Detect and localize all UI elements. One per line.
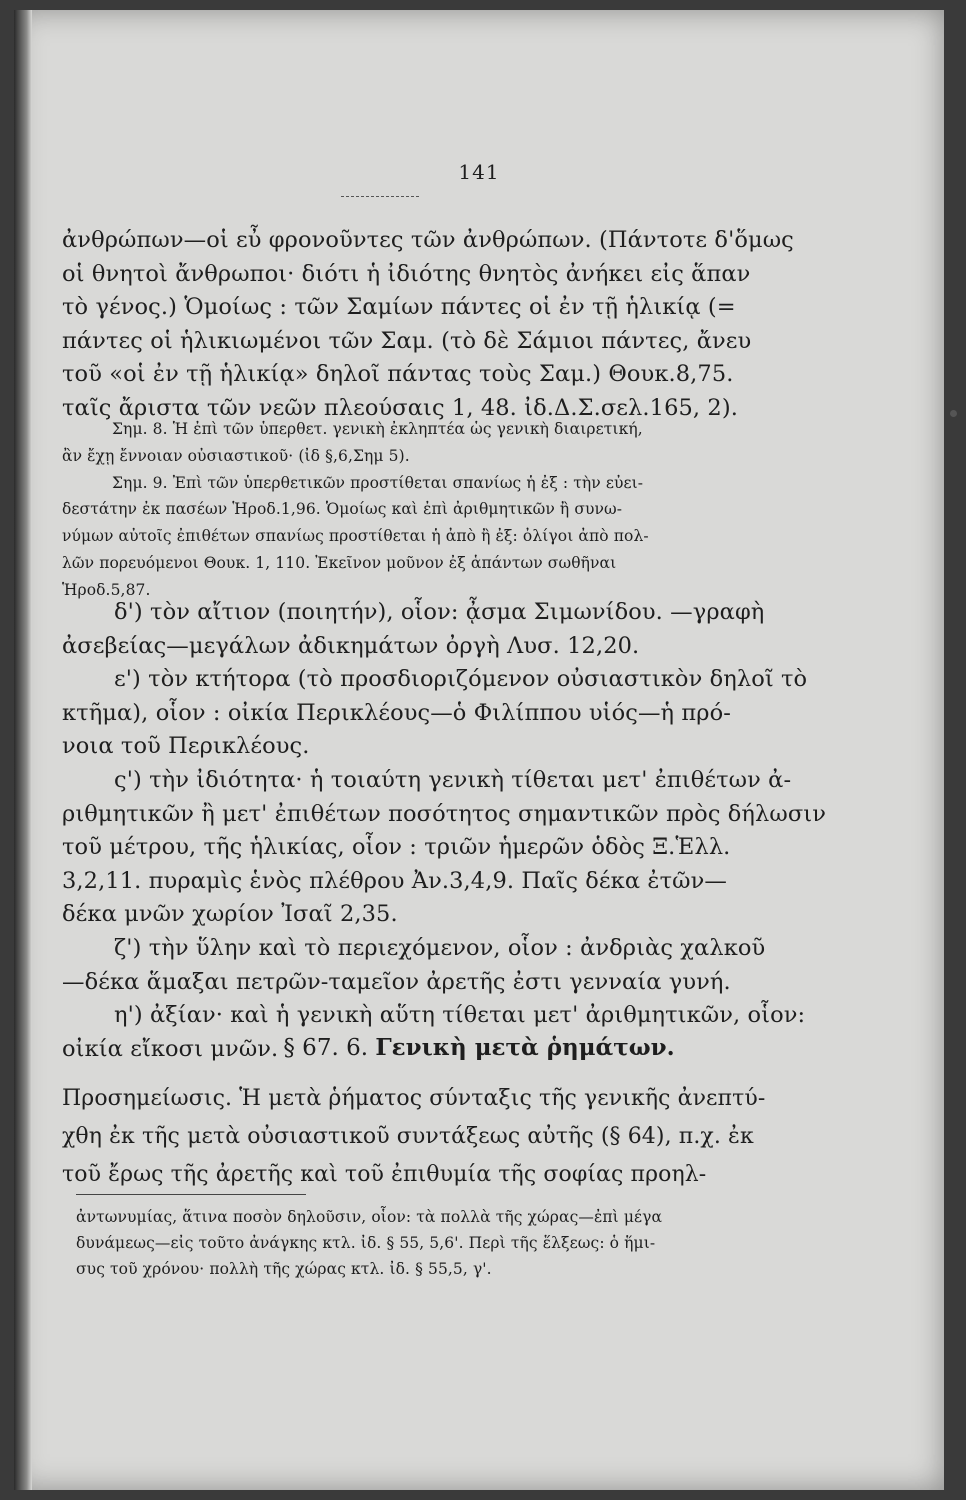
- text-line: Προσημείωσις. Ἡ μετὰ ῥήματος σύνταξις τῆς γενικῆς ἀνεπτύ-: [62, 1086, 766, 1111]
- text-line: κτῆμα), οἷον : οἰκία Περικλέους—ὁ Φιλίππου υἱός—ἡ πρό-: [62, 699, 731, 726]
- text-line: τοῦ μέτρου, τῆς ἡλικίας, οἷον : τριῶν ἡμερῶν ὁδὸς Ξ.Ἑλλ.: [62, 834, 731, 861]
- text-line: ριθμητικῶν ἢ μετ' ἐπιθέτων ποσότητος σημαντικῶν πρὸς δήλωσιν: [62, 800, 826, 827]
- text-line: ταῖς ἄριστα τῶν νεῶν πλεούσαις 1, 48. ἰδ.Δ.Σ.σελ.165, 2).: [62, 394, 738, 421]
- text-line: —δέκα ἅμαξαι πετρῶν-ταμεῖον ἀρετῆς ἐστι γενναία γυνή.: [62, 968, 731, 995]
- text-line: τοῦ «οἱ ἐν τῇ ἡλικίᾳ» δηλοῖ πάντας τοὺς Σαμ.) Θουκ.8,75.: [62, 361, 734, 388]
- main-text-block-1: [62, 224, 926, 426]
- footnote-line: συς τοῦ χρόνου· πολλὴ τῆς χώρας κτλ. ἰδ. § 55,5, γ'.: [76, 1260, 492, 1278]
- page-number: 141: [458, 160, 500, 184]
- text-line: νοια τοῦ Περικλέους.: [62, 733, 310, 760]
- note-line: Ἡροδ.5,87.: [62, 580, 151, 599]
- section-title: Γενικὴ μετὰ ῥημάτων.: [375, 1034, 675, 1061]
- note-line: ἂν ἔχῃ ἔννοιαν οὐσιαστικοῦ· (ἰδ §,6,Σημ 5).: [62, 446, 410, 465]
- text-line: τὸ γένος.) Ὁμοίως : τῶν Σαμίων πάντες οἱ ἐν τῇ ἡλικίᾳ (=: [62, 294, 736, 321]
- note-line: Σημ. 9. Ἐπὶ τῶν ὑπερθετικῶν προστίθεται σπανίως ἡ ἐξ : τὴν εὐει-: [112, 473, 644, 492]
- text-line: οἰκία εἴκοσι μνῶν.: [62, 1035, 279, 1062]
- section-heading: [14, 1034, 944, 1061]
- text-line: 3,2,11. πυραμὶς ἑνὸς πλέθρου Ἀν.3,4,9. Παῖς δέκα ἐτῶν—: [62, 867, 727, 894]
- text-line: δέκα μνῶν χωρίον Ἰσαῖ 2,35.: [62, 901, 398, 928]
- main-text-block-2: [62, 596, 926, 1066]
- text-line: ς') τὴν ἰδιότητα· ἡ τοιαύτη γενικὴ τίθεται μετ' ἐπιθέτων ἀ-: [114, 766, 792, 793]
- notes-block: [62, 416, 926, 604]
- footnote-block: [76, 1204, 926, 1282]
- section-number: § 67. 6.: [283, 1035, 369, 1061]
- text-line: ἀνθρώπων—οἱ εὖ φρονοῦντες τῶν ἀνθρώπων. (Πάντοτε δ'ὅμως: [62, 227, 794, 253]
- text-line: ε') τὸν κτήτορα (τὸ προσδιοριζόμενον οὐσιαστικὸν δηλοῖ τὸ: [114, 666, 808, 693]
- text-line: ἀσεβείας—μεγάλων ἀδικημάτων ὀργὴ Λυσ. 12,20.: [62, 632, 640, 659]
- book-page: [14, 10, 944, 1490]
- text-line: η') ἀξίαν· καὶ ἡ γενικὴ αὕτη τίθεται μετ' ἀριθμητικῶν, οἷον:: [114, 1002, 806, 1029]
- text-line: δ') τὸν αἴτιον (ποιητήν), οἷον: ᾆσμα Σιμωνίδου. —γραφὴ: [114, 599, 765, 625]
- binding-gutter: [14, 10, 32, 1490]
- footnote-line: δυνάμεως—εἰς τοῦτο ἀνάγκης κτλ. ἰδ. § 55, 5,6'. Περὶ τῆς ἕλξεως: ὁ ἥμι-: [76, 1234, 656, 1252]
- text-line: χθη ἐκ τῆς μετὰ οὐσιαστικοῦ συντάξεως αὐτῆς (§ 64), π.χ. ἐκ: [62, 1124, 754, 1149]
- footnote-rule: [76, 1194, 306, 1195]
- text-line: ζ') τὴν ὕλην καὶ τὸ περιεχόμενον, οἷον : ἀνδριὰς χαλκοῦ: [114, 934, 766, 961]
- text-line: οἱ θνητοὶ ἄνθρωποι· διότι ἡ ἰδιότης θνητὸς ἀνήκει εἰς ἅπαν: [62, 260, 751, 287]
- note-line: νύμων αὐτοῖς ἐπιθέτων σπανίως προστίθεται ἡ ἀπὸ ἢ ἐξ: ὀλίγοι ἀπὸ πολ-: [62, 527, 649, 546]
- page-speck: [950, 410, 957, 417]
- note-line: λῶν πορευόμενοι Θουκ. 1, 110. Ἐκεῖνον μοῦνον ἐξ ἁπάντων σωθῆναι: [62, 553, 617, 572]
- footnote-line: ἀντωνυμίας, ἅτινα ποσὸν δηλοῦσιν, οἷον: τὰ πολλὰ τῆς χώρας—ἐπὶ μέγα: [76, 1208, 663, 1226]
- note-line: δεστάτην ἐκ πασέων Ἡροδ.1,96. Ὁμοίως καὶ ἐπὶ ἀριθμητικῶν ἢ συνω-: [62, 500, 623, 519]
- text-line: πάντες οἱ ἡλικιωμένοι τῶν Σαμ. (τὸ δὲ Σάμιοι πάντες, ἄνευ: [62, 327, 752, 354]
- page-number-rule: [341, 196, 419, 197]
- text-line: τοῦ ἔρως τῆς ἀρετῆς καὶ τοῦ ἐπιθυμία τῆς σοφίας προηλ-: [62, 1162, 707, 1187]
- note-line: Σημ. 8. Ἡ ἐπὶ τῶν ὑπερθετ. γενικὴ ἐκληπτέα ὡς γενικὴ διαιρετική,: [112, 420, 643, 438]
- main-text-block-3: [62, 1080, 926, 1194]
